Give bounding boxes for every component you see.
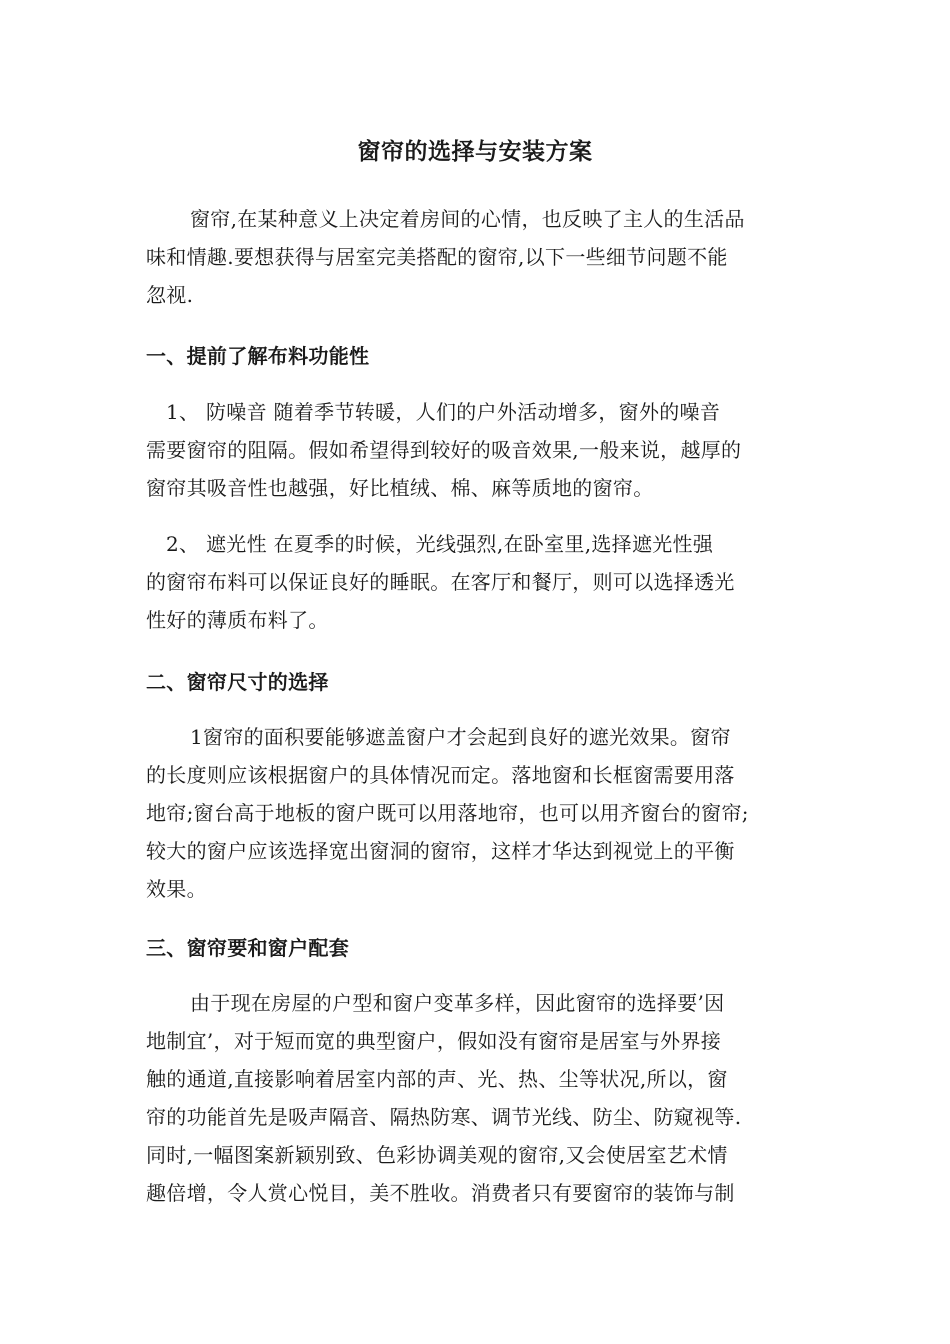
text-line: 1、 防噪音 随着季节转暖，人们的户外活动增多，窗外的噪音 <box>166 400 721 424</box>
page-title: 窗帘的选择与安装方案 <box>357 139 593 165</box>
text-line: 地帘;窗台高于地板的窗户既可以用落地帘，也可以用齐窗台的窗帘; <box>146 801 749 825</box>
text-line: 由于现在房屋的户型和窗户变革多样，因此窗帘的选择要’因 <box>190 991 725 1015</box>
text-line: 效果。 <box>146 877 207 901</box>
section1-item2 <box>146 525 814 639</box>
text-line: 较大的窗户应该选择宽出窗洞的窗帘，这样才华达到视觉上的平衡 <box>146 839 735 863</box>
text-line: 忽视. <box>146 283 194 307</box>
text-line: 趣倍增，令人赏心悦目，美不胜收。消费者只有要窗帘的装饰与制 <box>146 1181 735 1205</box>
text-line: 触的通道,直接影响着居室内部的声、光、热、尘等状况,所以，窗 <box>146 1067 728 1091</box>
section3-body <box>146 984 814 1212</box>
section-heading-3: 三、窗帘要和窗户配套 <box>146 936 349 960</box>
text-line: 地制宜’，对于短而宽的典型窗户，假如没有窗帘是居室与外界接 <box>146 1029 722 1053</box>
text-line: 2、 遮光性 在夏季的时候，光线强烈,在卧室里,选择遮光性强 <box>166 532 714 556</box>
section-heading-1: 一、提前了解布料功能性 <box>146 344 370 368</box>
text-line: 需要窗帘的阻隔。假如希望得到较好的吸音效果,一般来说，越厚的 <box>146 438 742 462</box>
text-line: 窗帘,在某种意义上决定着房间的心情，也反映了主人的生活品 <box>190 207 745 231</box>
text-line: 味和情趣.要想获得与居室完美搭配的窗帘,以下一些细节问题不能 <box>146 245 728 269</box>
section2-body <box>146 718 814 908</box>
text-line: 的长度则应该根据窗户的具体情况而定。落地窗和长框窗需要用落 <box>146 763 735 787</box>
text-line: 同时,一幅图案新颖别致、色彩协调美观的窗帘,又会使居室艺术情 <box>146 1143 728 1167</box>
intro-paragraph <box>146 200 814 314</box>
text-line: 帘的功能首先是吸声隔音、隔热防寒、调节光线、防尘、防窥视等. <box>146 1105 742 1129</box>
section1-item1 <box>146 393 814 507</box>
text-line: 窗帘其吸音性也越强，好比植绒、棉、麻等质地的窗帘。 <box>146 476 654 500</box>
section-heading-2: 二、窗帘尺寸的选择 <box>146 670 329 694</box>
text-line: 1窗帘的面积要能够遮盖窗户才会起到良好的遮光效果。窗帘 <box>190 725 731 749</box>
text-line: 性好的薄质布料了。 <box>146 608 329 632</box>
text-line: 的窗帘布料可以保证良好的睡眠。在客厅和餐厅，则可以选择透光 <box>146 570 735 594</box>
